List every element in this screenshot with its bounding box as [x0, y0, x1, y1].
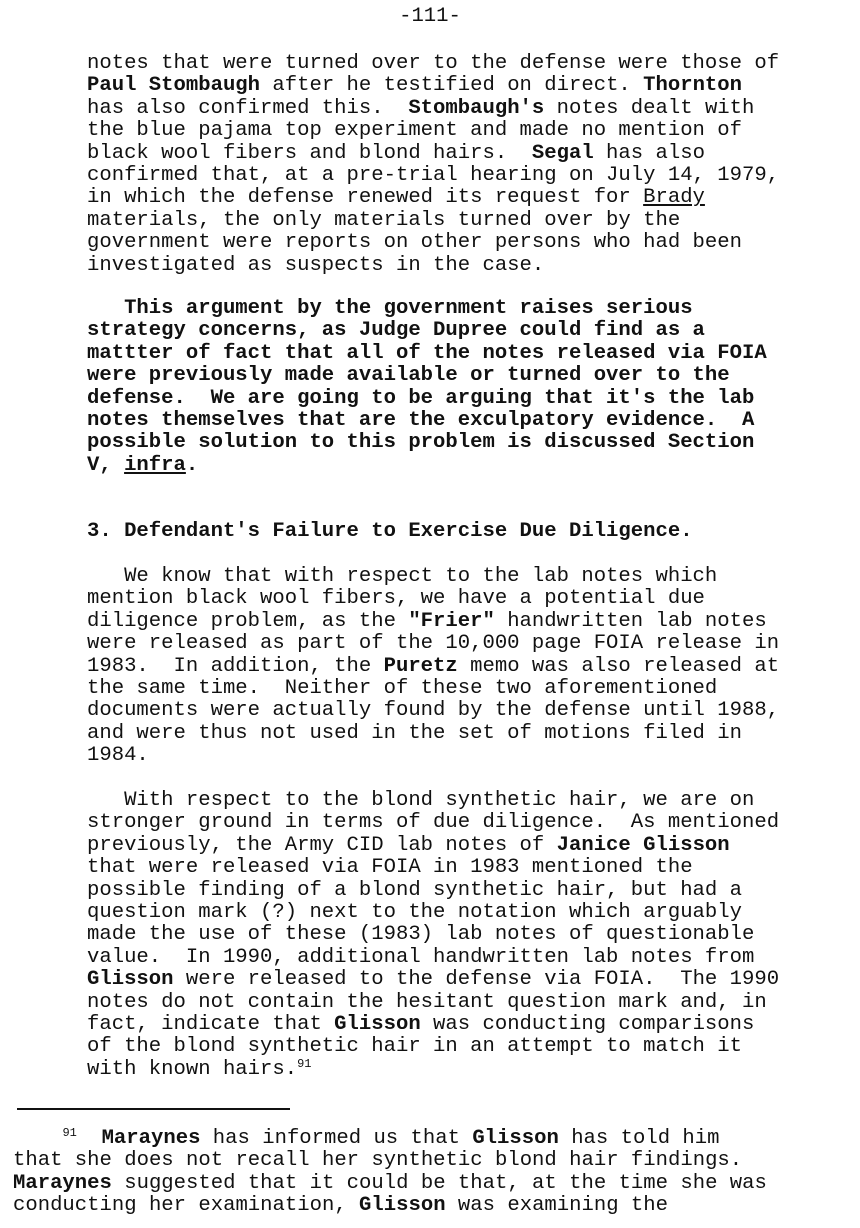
text-line: suggested that it could be that, at the time she was: [111, 1171, 767, 1195]
text-line: We know that with respect to the lab notes which: [87, 565, 718, 588]
text-line: of the blond synthetic hair in an attempt to match it: [87, 1035, 742, 1059]
text-line: stronger ground in terms of due diligence. As mentioned: [87, 811, 780, 835]
text-line: conducting her examination,: [13, 1194, 360, 1218]
text-line: 1983. In addition, the: [87, 654, 384, 678]
text-line: .: [185, 453, 199, 477]
text-line: [77, 1127, 102, 1150]
name-maraynes: Maraynes: [13, 1171, 112, 1195]
text-line: materials, the only materials turned over by the: [87, 208, 681, 232]
page-number: -111-: [399, 5, 461, 28]
name-glisson: Glisson: [87, 968, 174, 992]
name-glisson: Glisson: [359, 1194, 446, 1218]
text-line: has informed us that: [200, 1127, 473, 1150]
text-line: handwritten lab notes: [494, 609, 767, 633]
text-line: 1984.: [87, 744, 149, 768]
text-line: has told him: [558, 1127, 720, 1150]
footnote-reference: 91: [297, 1056, 312, 1071]
infra-reference: infra: [124, 453, 186, 477]
text-line: government were reports on other persons who had been: [87, 231, 742, 255]
paragraph-4: [87, 790, 857, 1081]
text-line: notes dealt with: [544, 96, 755, 120]
name-stombaugh: Stombaugh's: [408, 96, 545, 120]
text-line: was conducting comparisons: [420, 1013, 755, 1037]
text-line: possible solution to this problem is discussed Section: [87, 431, 755, 455]
name-maraynes: Maraynes: [101, 1127, 201, 1150]
text-line: strategy concerns, as Judge Dupree could find as a: [87, 319, 705, 343]
section-heading: 3. Defendant's Failure to Exercise Due Diligence.: [87, 520, 693, 543]
text-line: question mark (?) next to the notation which arguably: [87, 901, 742, 925]
paragraph-3: [87, 566, 857, 768]
text-line: were released as part of the 10,000 page FOIA release in: [87, 632, 780, 656]
footnote-number: 91: [62, 1126, 77, 1140]
name-stombaugh: Paul Stombaugh: [87, 74, 261, 98]
footnote-separator: [17, 1108, 290, 1110]
text-line: notes do not contain the hesitant question mark and, in: [87, 990, 767, 1014]
text-line: was examining the: [445, 1194, 669, 1218]
text-line: mention black wool fibers, we have a potential due: [87, 587, 705, 611]
text-line: that she does not recall her synthetic blond hair findings.: [13, 1149, 743, 1173]
text-line: diligence problem, as the: [87, 609, 409, 633]
text-line: memo was also released at: [457, 654, 780, 678]
text-line: has also confirmed this.: [87, 96, 409, 120]
text-line: after he testified on direct.: [260, 74, 644, 98]
name-glisson: Glisson: [334, 1013, 421, 1037]
text-line: notes that were turned over to the defense were those of: [87, 52, 780, 75]
name-thornton: Thornton: [643, 74, 743, 98]
text-line: previously, the Army CID lab notes of: [87, 833, 557, 857]
name-janice-glisson: Janice Glisson: [556, 833, 730, 857]
text-line: that were released via FOIA in 1983 mentioned the: [87, 856, 693, 880]
text-line: confirmed that, at a pre-trial hearing on July 14, 1979,: [87, 164, 780, 188]
text-line: were previously made available or turned over to the: [87, 364, 730, 388]
footnote-91: [13, 1128, 858, 1218]
text-line: in which the defense renewed its request for: [87, 186, 644, 210]
text-line: the same time. Neither of these two aforementioned: [87, 677, 718, 701]
text-line: This argument by the government raises serious: [87, 297, 693, 320]
text-line: V,: [87, 453, 125, 477]
text-line: were released to the defense via FOIA. The 1990: [173, 968, 780, 992]
text-line: defense. We are going to be arguing that it's the lab: [87, 386, 755, 410]
text-line: possible finding of a blond synthetic hair, but had a: [87, 878, 742, 902]
name-segal: Segal: [531, 141, 594, 165]
text-line: value. In 1990, additional handwritten lab notes from: [87, 945, 755, 969]
paragraph-2-strategy: [87, 298, 857, 477]
name-puretz: Puretz: [383, 654, 458, 678]
paragraph-1: [87, 53, 857, 277]
text-line: made the use of these (1983) lab notes of questionable: [87, 923, 755, 947]
text-line: documents were actually found by the defense until 1988,: [87, 699, 780, 723]
text-line: and were thus not used in the set of motions filed in: [87, 721, 742, 745]
text-line: With respect to the blond synthetic hair, we are on: [87, 789, 755, 812]
text-line: the blue pajama top experiment and made no mention of: [87, 119, 742, 143]
text-line: has also: [593, 141, 705, 165]
text-line: with known hairs.: [87, 1057, 298, 1081]
name-glisson: Glisson: [472, 1127, 559, 1150]
case-citation-brady: Brady: [643, 186, 705, 210]
text-line: mattter of fact that all of the notes released via FOIA: [87, 341, 767, 365]
name-frier: "Frier": [408, 609, 495, 633]
text-line: investigated as suspects in the case.: [87, 253, 545, 277]
text-line: black wool fibers and blond hairs.: [87, 141, 532, 165]
text-line: notes themselves that are the exculpatory evidence. A: [87, 409, 755, 433]
text-line: fact, indicate that: [87, 1013, 335, 1037]
